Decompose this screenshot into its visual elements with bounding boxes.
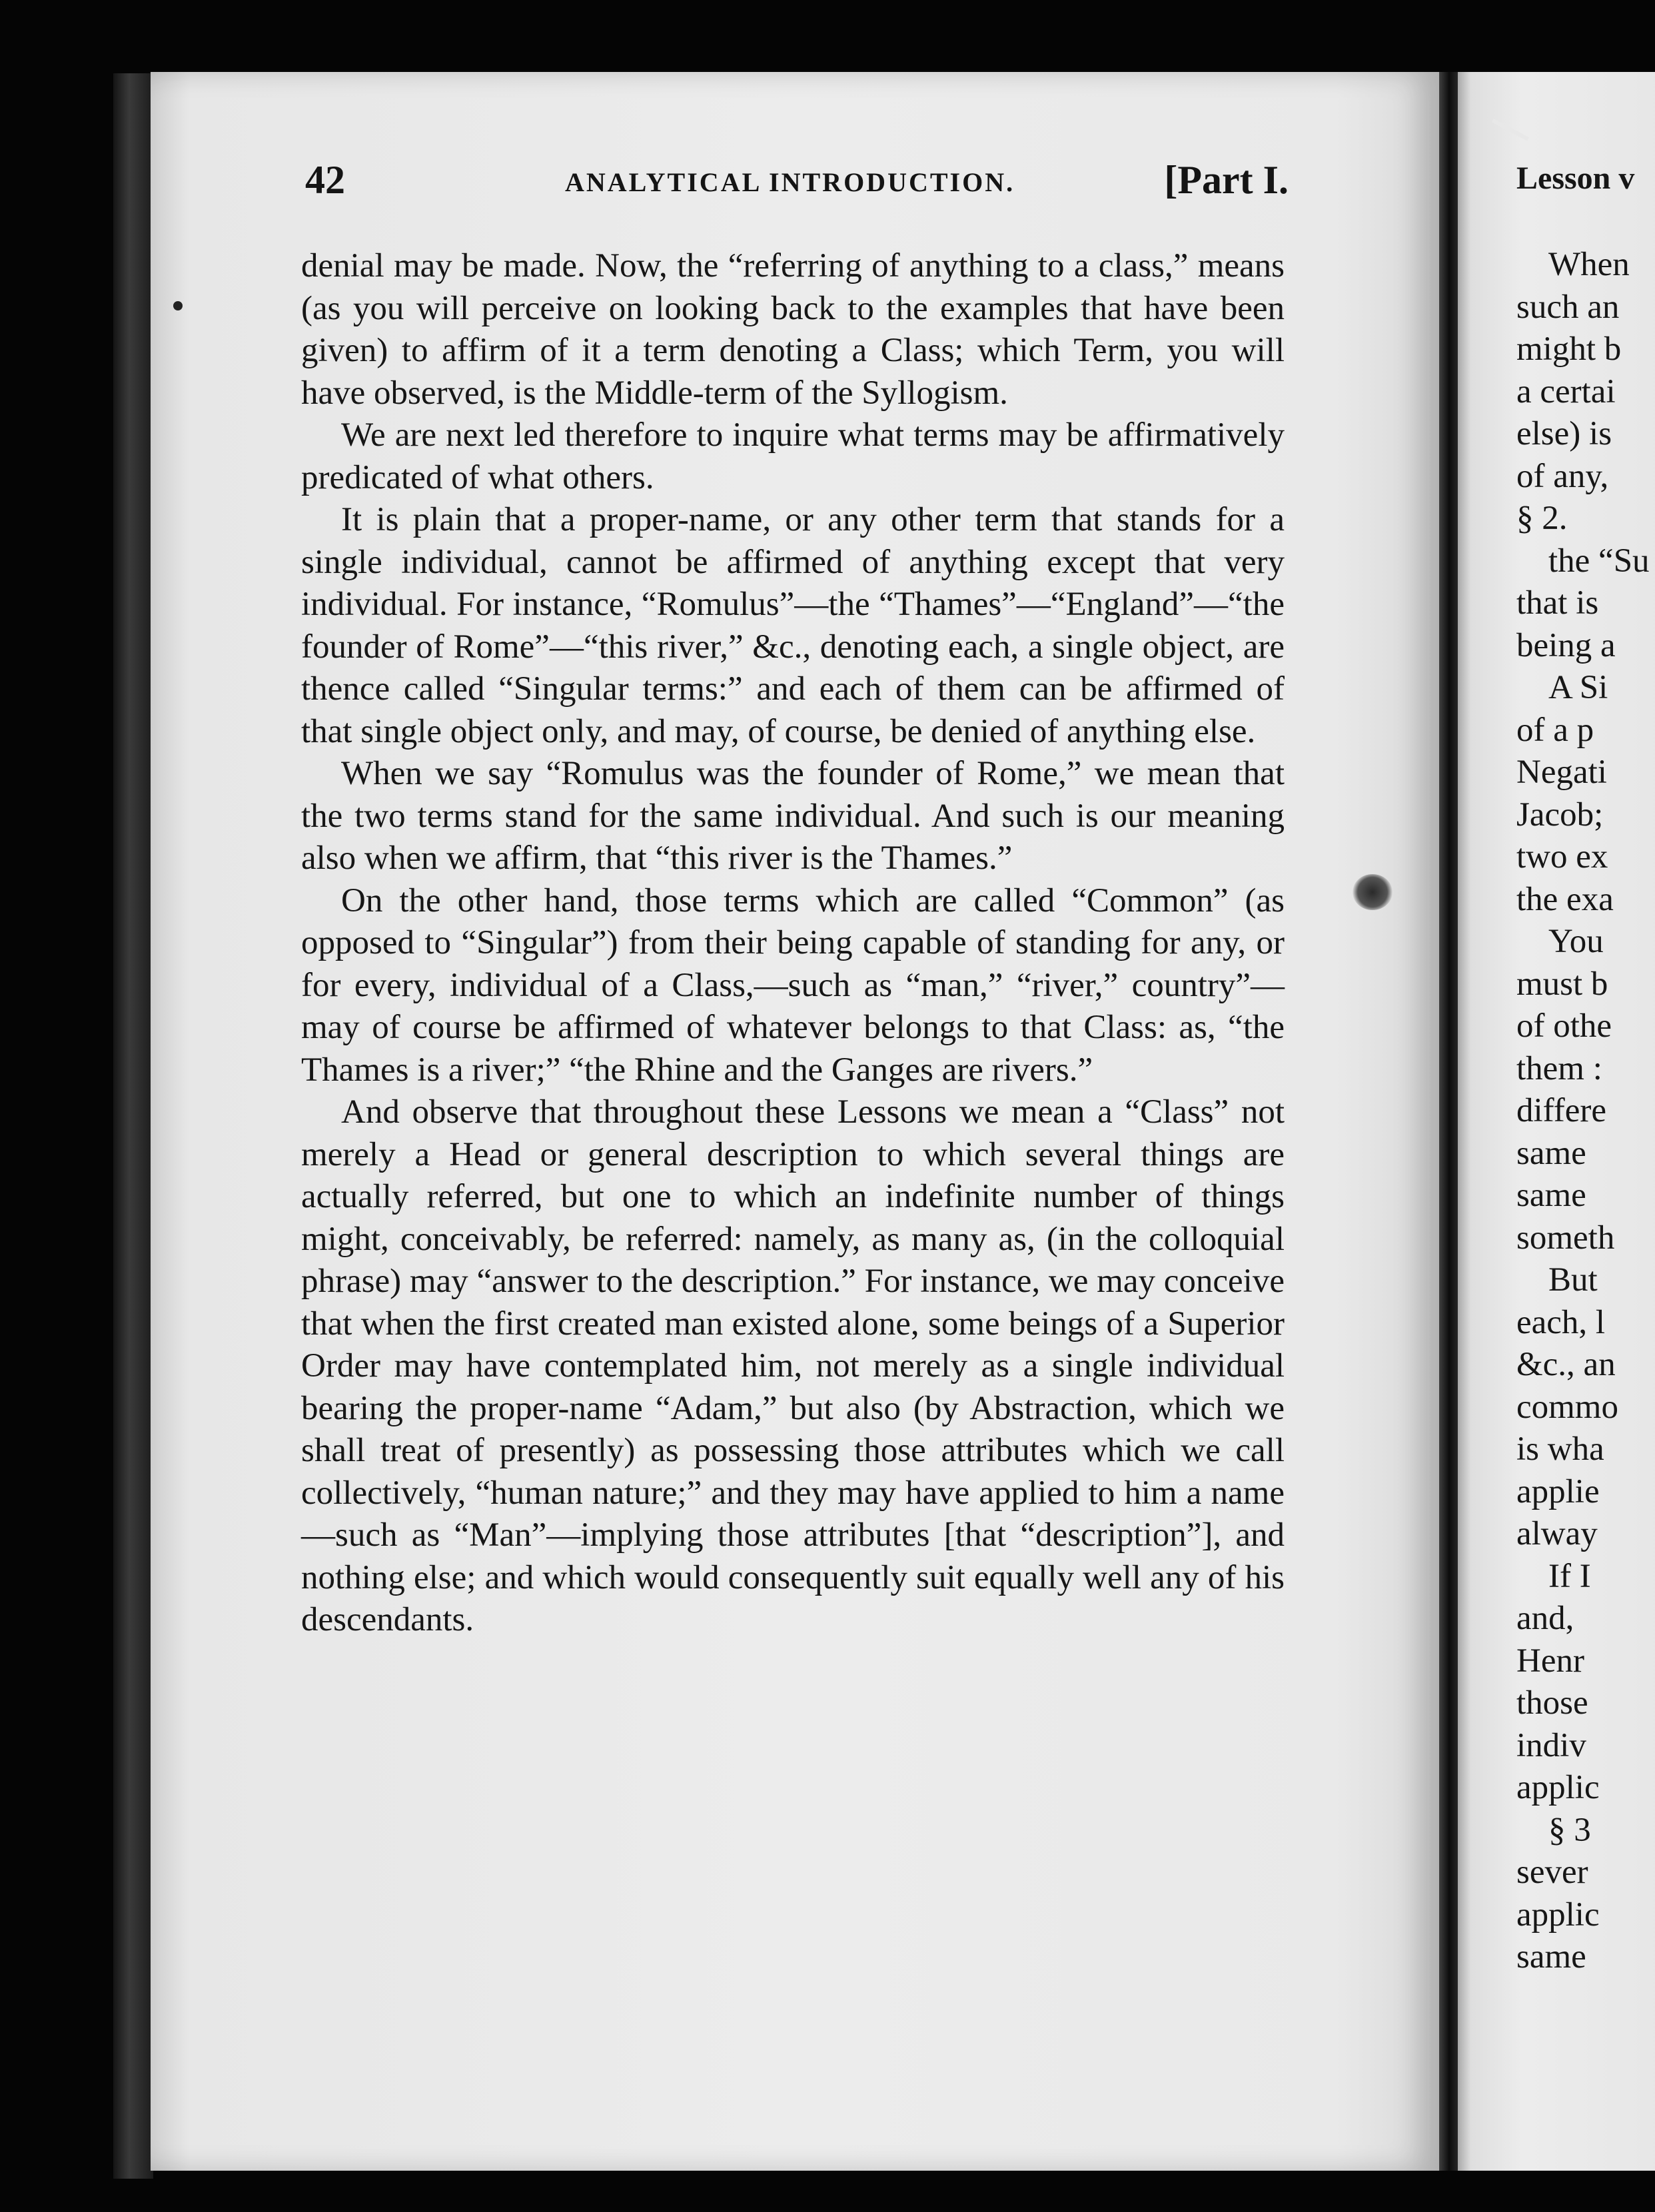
right-page-line: a certai [1516, 372, 1616, 410]
right-page-line: &c., an [1516, 1346, 1616, 1383]
ink-blot [1353, 874, 1392, 910]
right-page-running-head: Lesson v [1516, 161, 1635, 196]
right-page-line: Negati [1516, 754, 1607, 791]
right-page-line: those [1516, 1684, 1588, 1722]
ink-spot [173, 301, 183, 310]
right-page-line: such an [1516, 288, 1620, 326]
right-page-line: each, l [1516, 1303, 1606, 1341]
right-page-line: of a p [1516, 711, 1594, 749]
paragraph: On the other hand, those terms which are called “Common” (as opposed to “Singular”) from their being capable of standing for any, or for every, individual of a Class,—such as “man,” “river,” country”—may of course be affirmed of whatever belongs to that Class: as, “the Thames is a river;” “the Rhine and the Ganges are rivers.” [301, 881, 1285, 1089]
right-page-line: indiv [1516, 1726, 1586, 1764]
paragraph: When we say “Romulus was the founder of Rome,” we mean that the two terms stand for the same individual. And such is our meaning also when we affirm, that “this river is the Thames.” [301, 755, 1285, 877]
right-page-line: the “Su [1548, 542, 1650, 580]
right-page-line: same [1516, 1938, 1586, 1975]
running-head [305, 157, 1289, 217]
paragraph: denial may be made. Now, the “referring of anything to a class,” means (as you will perceive on looking back to the examples that have been given) to affirm of it a term denoting a Class; which Term, you will have observed, is the Middle-term of the Syllogism. [301, 247, 1285, 412]
right-page-line: differe [1516, 1092, 1606, 1129]
right-page-line: § 3 [1548, 1811, 1591, 1849]
right-page-line: of any, [1516, 457, 1609, 495]
right-page-line: applie [1516, 1472, 1600, 1510]
page-number: 42 [305, 158, 345, 202]
right-page-line: same [1516, 1177, 1586, 1214]
right-page-line: When [1548, 246, 1630, 283]
running-head-title: ANALYTICAL INTRODUCTION. [565, 167, 1015, 197]
right-page-line: alway [1516, 1515, 1598, 1552]
paragraph: And observe that throughout these Lessons we mean a “Class” not merely a Head or general description to which several things are actually referred, but one to which an indefinite number of things might, conceivably, be referred: namely, as many as, (in the colloquial phrase) may “answer to the description.” For instance, we may conceive that when the first created man existed alone, some beings of a Superior Order may have contemplated him, not merely as a single individual bearing the proper-name “Adam,” but also (by Abstraction, which we shall treat of presently) as possessing those attributes which we call collectively, “human nature;” and they may have applied to him a name—such as “Man”—implying those attributes [that “description”], and nothing else; and which would consequently suit equally well any of his descendants. [301, 1093, 1285, 1638]
right-page-line: § 2. [1516, 500, 1568, 537]
right-page-line: must b [1516, 965, 1608, 1003]
right-page-line: Henr [1516, 1642, 1584, 1680]
right-page-line: same [1516, 1134, 1586, 1172]
right-page-line: them : [1516, 1049, 1602, 1087]
right-page-line: A Si [1548, 669, 1608, 706]
right-page-line: being a [1516, 626, 1616, 664]
right-page-line: But [1548, 1261, 1598, 1299]
page-gutter [1439, 72, 1459, 2171]
right-page-line: the exa [1516, 880, 1614, 918]
right-page-fragment [1516, 157, 1655, 1979]
running-head-part: [Part I. [1164, 158, 1289, 202]
paragraph: We are next led therefore to inquire what terms may be affirmatively predicated of what others. [301, 416, 1285, 496]
right-page-line: else) is [1516, 415, 1612, 452]
right-page-lines [1516, 244, 1655, 1979]
right-page-line: applic [1516, 1896, 1600, 1934]
right-page-line: applic [1516, 1769, 1600, 1806]
right-page-line: sever [1516, 1854, 1588, 1891]
right-page-line: commo [1516, 1388, 1618, 1426]
right-page-line: two ex [1516, 838, 1608, 875]
right-page-line: that is [1516, 584, 1599, 622]
right-page-line: is wha [1516, 1430, 1604, 1468]
paragraph: It is plain that a proper-name, or any other term that stands for a single individual, cannot be affirmed of anything except that very individual. For instance, “Romulus”—the “Thames”—“England”—“the founder of Rome”—“this river,” &c., denoting each, a single object, are thence called “Singular terms:” and each of them can be affirmed of that single object only, and may, of course, be denied of anything else. [301, 501, 1285, 750]
right-page-line: might b [1516, 330, 1622, 368]
book-spine [113, 73, 153, 2179]
right-page-line: of othe [1516, 1007, 1612, 1045]
right-page-line: Jacob; [1516, 796, 1604, 833]
right-page-line: and, [1516, 1600, 1574, 1637]
right-page-line: someth [1516, 1219, 1615, 1257]
right-page-line: If I [1548, 1557, 1591, 1595]
right-page-line: You [1548, 923, 1604, 960]
page-body-text [301, 245, 1285, 1642]
